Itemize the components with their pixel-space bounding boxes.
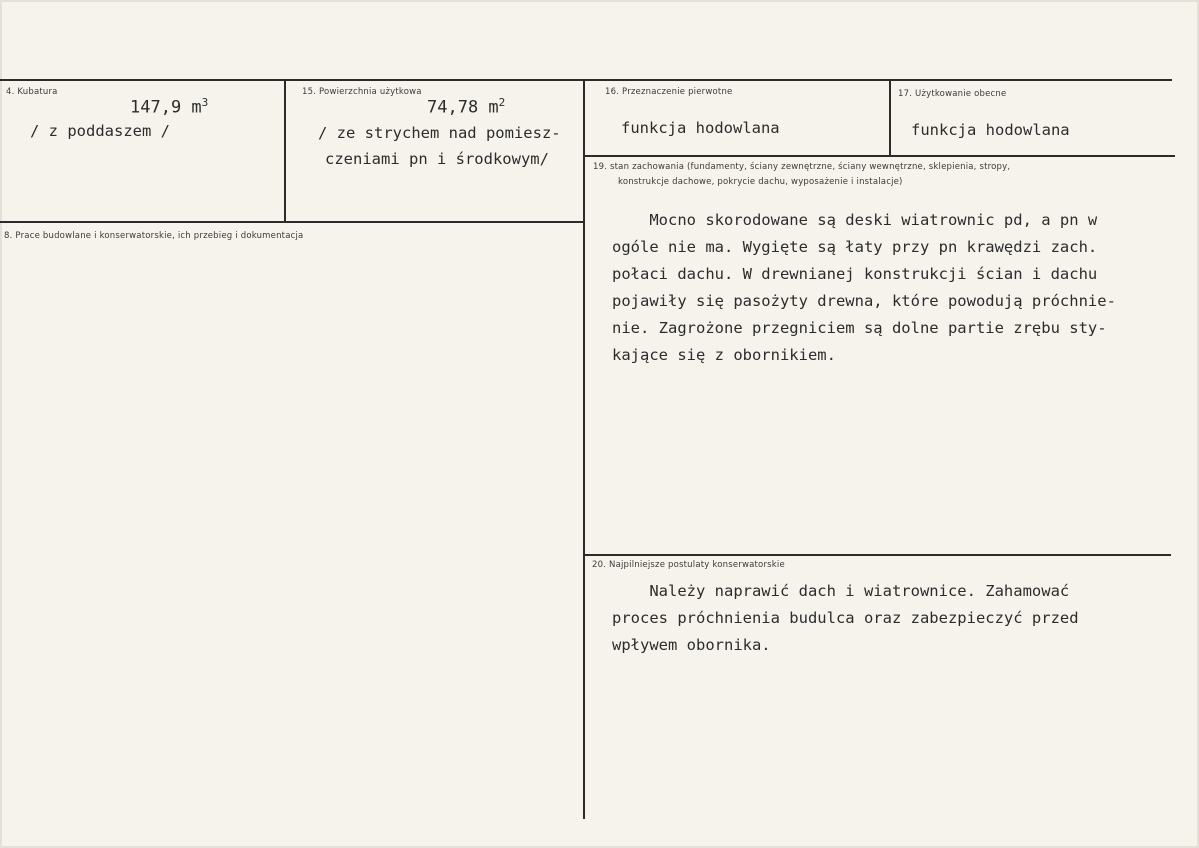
field-15-value: [427, 96, 505, 118]
divider-left-right: [583, 79, 585, 819]
rule-below-16-17: [585, 155, 1175, 157]
volume-unit-exponent: 3: [201, 96, 209, 109]
field-19-text-line: Mocno skorodowane są deski wiatrownic pd, a pn w: [612, 211, 1098, 229]
field-19-text-line: pojawiły się pasożyty drewna, które powodują próchnie-: [612, 292, 1116, 310]
field-19-label-line-2: konstrukcje dachowe, pokrycie dachu, wyposażenie i instalacje): [618, 177, 903, 187]
field-15-note-line-2: czeniami pn i środkowym/: [325, 150, 549, 168]
field-19-label-line-1: 19. stan zachowania (fundamenty, ściany zewnętrzne, ściany wewnętrzne, sklepienia, stropy,: [593, 162, 1011, 172]
field-19-text-line: nie. Zagrożone przegniciem są dolne partie zrębu sty-: [612, 319, 1107, 337]
divider-14-15: [284, 79, 286, 222]
field-16-value: funkcja hodowlana: [621, 119, 780, 137]
field-18-label: 8. Prace budowlane i konserwatorskie, ich przebieg i dokumentacja: [4, 231, 304, 241]
rule-below-14-15: [0, 221, 585, 223]
rule-above-20: [585, 554, 1171, 556]
divider-16-17: [889, 79, 891, 155]
field-14-label: 4. Kubatura: [6, 87, 58, 97]
top-rule: [0, 79, 1172, 81]
field-17-label: 17. Użytkowanie obecne: [898, 89, 1007, 99]
field-15-label: 15. Powierzchnia użytkowa: [302, 87, 422, 97]
volume-value: 147,9 m: [130, 97, 202, 118]
field-17-value: funkcja hodowlana: [911, 121, 1070, 139]
field-19-text: [612, 207, 1116, 369]
field-20-text-line: proces próchnienia budulca oraz zabezpieczyć przed: [612, 609, 1079, 627]
field-16-label: 16. Przeznaczenie pierwotne: [605, 87, 733, 97]
field-19-text-line: połaci dachu. W drewnianej konstrukcji ścian i dachu: [612, 265, 1098, 283]
field-20-label: 20. Najpilniejsze postulaty konserwatorskie: [592, 560, 785, 570]
field-15-note-line-1: / ze strychem nad pomiesz-: [318, 124, 561, 142]
field-19-text-line: ogóle nie ma. Wygięte są łaty przy pn krawędzi zach.: [612, 238, 1098, 256]
field-20-text-line: Należy naprawić dach i wiatrownice. Zahamować: [612, 582, 1070, 600]
field-14-note: / z poddaszem /: [30, 122, 170, 140]
field-19-text-line: kające się z obornikiem.: [612, 346, 836, 364]
field-20-text: [612, 578, 1079, 659]
field-14-value: [130, 96, 208, 118]
area-unit-exponent: 2: [498, 96, 506, 109]
area-value: 74,78 m: [427, 97, 499, 118]
field-20-text-line: wpływem obornika.: [612, 636, 771, 654]
